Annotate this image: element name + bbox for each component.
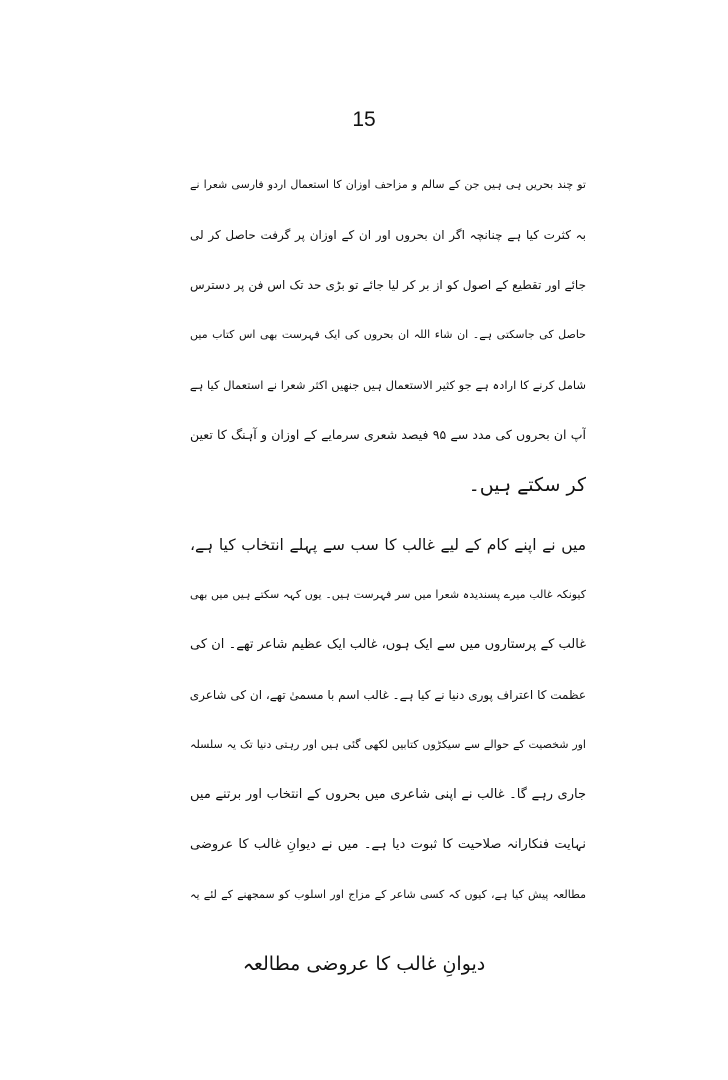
text-line: حاصل کی جاسکتی ہے۔ ان شاء اللہ ان بحروں کی ایک فہرست بھی اس کتاب میں bbox=[190, 328, 586, 341]
text-line: غالب کے پرستاروں میں سے ایک ہوں، غالب ایک عظیم شاعر تھے۔ ان کی bbox=[190, 637, 586, 652]
page-number: 15 bbox=[352, 108, 376, 131]
text-line: جائے اور تقطیع کے اصول کو از بر کر لیا جائے تو بڑی حد تک اس فن پر دسترس bbox=[190, 278, 586, 292]
page-footer: دیوانِ غالب کا عروضی مطالعہ bbox=[242, 953, 486, 975]
text-line: شامل کرنے کا ارادہ ہے جو کثیر الاستعمال ہیں جنھیں اکثر شعرا نے استعمال کیا ہے bbox=[190, 378, 586, 392]
text-line: جاری رہے گا۔ غالب نے اپنی شاعری میں بحروں کے انتخاب اور برتنے میں bbox=[190, 787, 586, 802]
paragraph-2 bbox=[190, 520, 586, 920]
text-line: کیونکہ غالب میرے پسندیدہ شعرا میں سر فہرست ہیں۔ یوں کہہ سکتے ہیں میں بھی bbox=[190, 588, 586, 601]
text-line: مطالعہ پیش کیا ہے، کیوں کہ کسی شاعر کے مزاج اور اسلوب کو سمجھنے کے لئے یہ bbox=[190, 888, 586, 901]
paragraph-1 bbox=[190, 160, 586, 510]
text-line: نہایت فنکارانہ صلاحیت کا ثبوت دیا ہے۔ میں نے دیوانِ غالب کا عروضی bbox=[190, 837, 586, 852]
text-line: میں نے اپنے کام کے لیے غالب کا سب سے پہلے انتخاب کیا ہے، bbox=[190, 536, 586, 554]
body-text bbox=[190, 160, 586, 920]
text-line: آپ ان بحروں کی مدد سے ۹۵ فیصد شعری سرمایے کے اوزان و آہنگ کا تعین bbox=[190, 427, 586, 442]
text-line: کر سکتے ہیں۔ bbox=[468, 474, 586, 496]
text-line: بہ کثرت کیا ہے چنانچہ اگر ان بحروں اور ان کے اوزان پر گرفت حاصل کر لی bbox=[190, 228, 586, 242]
text-line: تو چند بحریں ہی ہیں جن کے سالم و مزاحف اوزان کا استعمال اردو فارسی شعرا نے bbox=[190, 178, 586, 191]
text-line: اور شخصیت کے حوالے سے سیکڑوں کتابیں لکھی گئی ہیں اور رہتی دنیا تک یہ سلسلہ bbox=[190, 738, 586, 751]
text-line: عظمت کا اعتراف پوری دنیا نے کیا ہے۔ غالب اسم با مسمیٰ تھے، ان کی شاعری bbox=[190, 688, 586, 702]
